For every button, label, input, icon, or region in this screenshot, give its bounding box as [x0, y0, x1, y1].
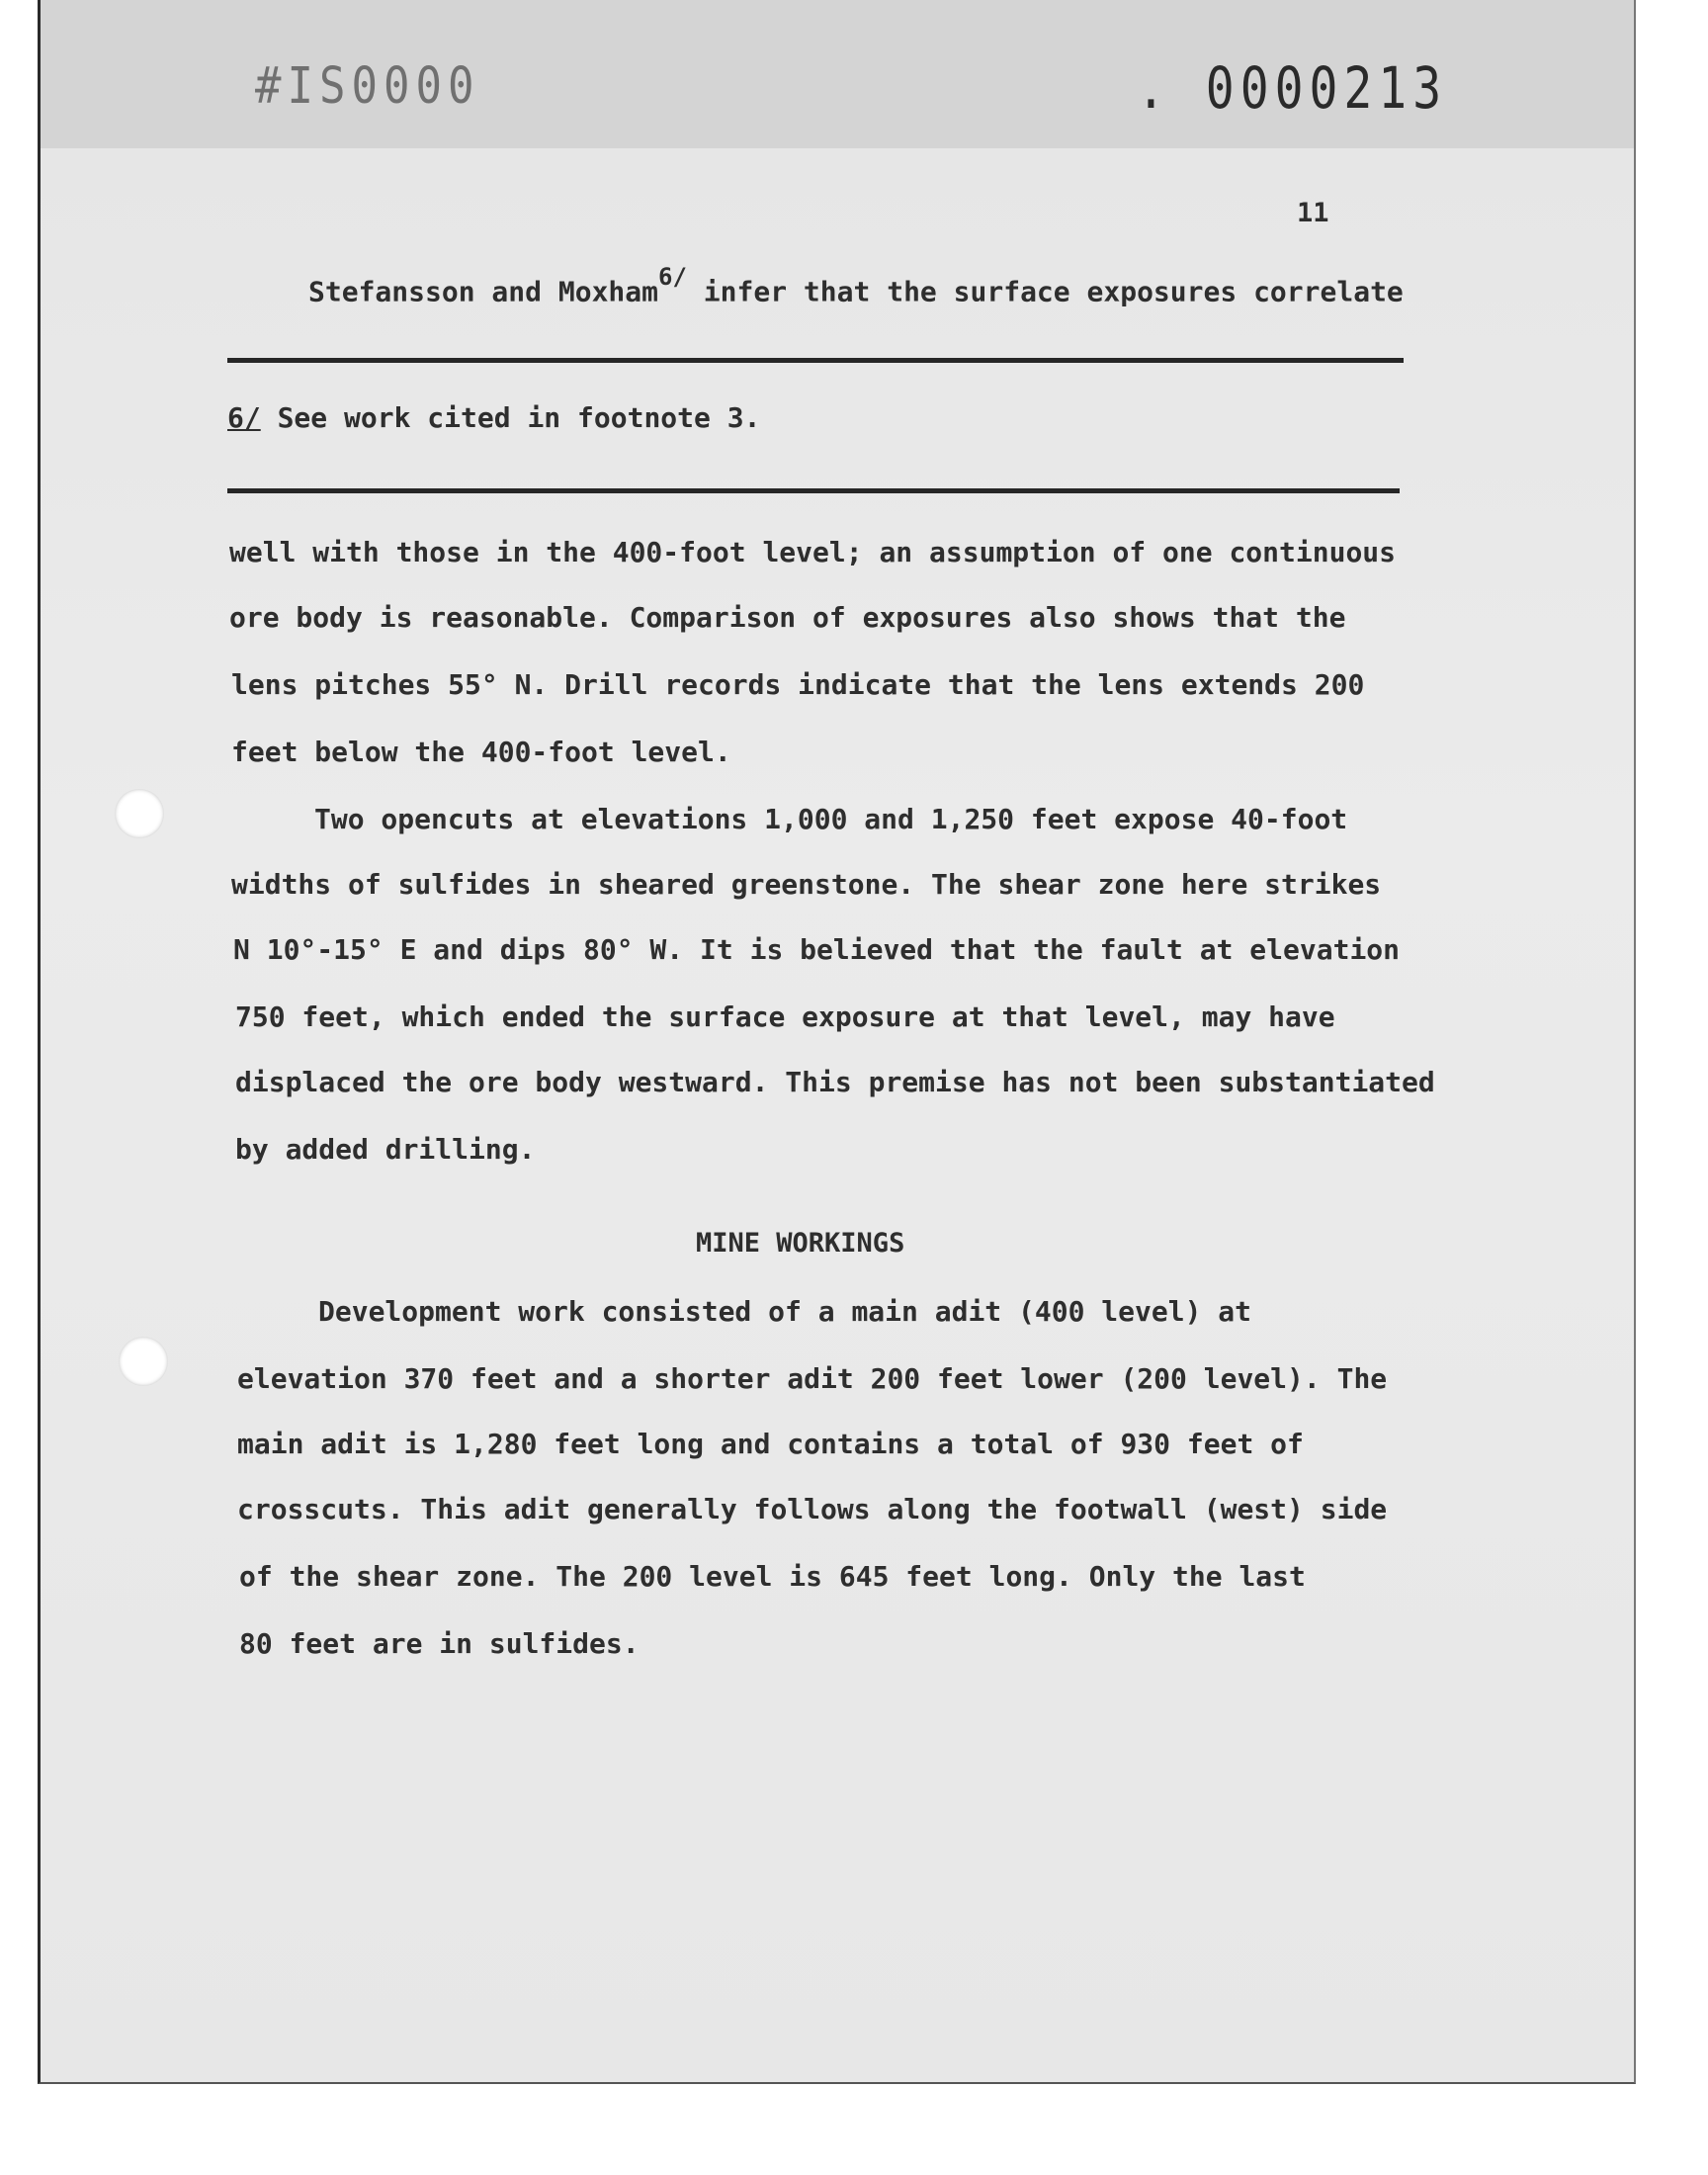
paragraph-line: well with those in the 400-foot level; an assumption of one continuous	[229, 536, 1397, 568]
paragraph-line: elevation 370 feet and a shorter adit 200 feet lower (200 level). The	[237, 1362, 1388, 1395]
paragraph-line: Two opencuts at elevations 1,000 and 1,250 feet expose 40-foot	[314, 803, 1348, 835]
page-number: 11	[1297, 198, 1329, 228]
paragraph-line: Development work consisted of a main adit (400 level) at	[318, 1295, 1252, 1328]
text-fragment: Stefansson and Moxham	[308, 275, 659, 308]
footnote-text: See work cited in footnote 3.	[260, 401, 761, 434]
section-heading: MINE WORKINGS	[696, 1228, 905, 1259]
document-page	[38, 0, 1636, 2084]
footnote-rule-top	[227, 358, 1404, 363]
footnote-reference: 6/	[658, 263, 687, 291]
paragraph-line: of the shear zone. The 200 level is 645 feet long. Only the last	[239, 1560, 1306, 1593]
paragraph-line: displaced the ore body westward. This premise has not been substantiated	[235, 1066, 1435, 1098]
footnote-rule-bottom	[227, 488, 1400, 493]
paragraph-line: 750 feet, which ended the surface exposure at that level, may have	[235, 1000, 1335, 1033]
punch-hole	[115, 789, 164, 838]
text-fragment: infer that the surface exposures correlate	[686, 275, 1404, 308]
paragraph-line: main adit is 1,280 feet long and contains a total of 930 feet of	[237, 1428, 1304, 1460]
paragraph-line: ore body is reasonable. Comparison of exposures also shows that the	[229, 601, 1346, 634]
document-id-stamp: #IS0000	[255, 57, 480, 116]
paragraph-line: N 10°-15° E and dips 80° W. It is believed that the fault at elevation	[233, 933, 1401, 966]
text-line	[308, 263, 1404, 308]
paragraph-line: 80 feet are in sulfides.	[239, 1627, 640, 1660]
page-serial-stamp: . 0000213	[1137, 55, 1448, 123]
paragraph-line: by added drilling.	[235, 1133, 536, 1166]
paragraph-line: feet below the 400-foot level.	[231, 736, 731, 768]
footnote	[227, 401, 760, 434]
punch-hole	[119, 1337, 168, 1386]
paragraph-line: crosscuts. This adit generally follows along the footwall (west) side	[237, 1493, 1388, 1525]
paragraph-line: widths of sulfides in sheared greenstone. The shear zone here strikes	[231, 868, 1382, 901]
footnote-mark: 6/	[227, 401, 261, 434]
paragraph-line: lens pitches 55° N. Drill records indicate that the lens extends 200	[231, 668, 1365, 701]
